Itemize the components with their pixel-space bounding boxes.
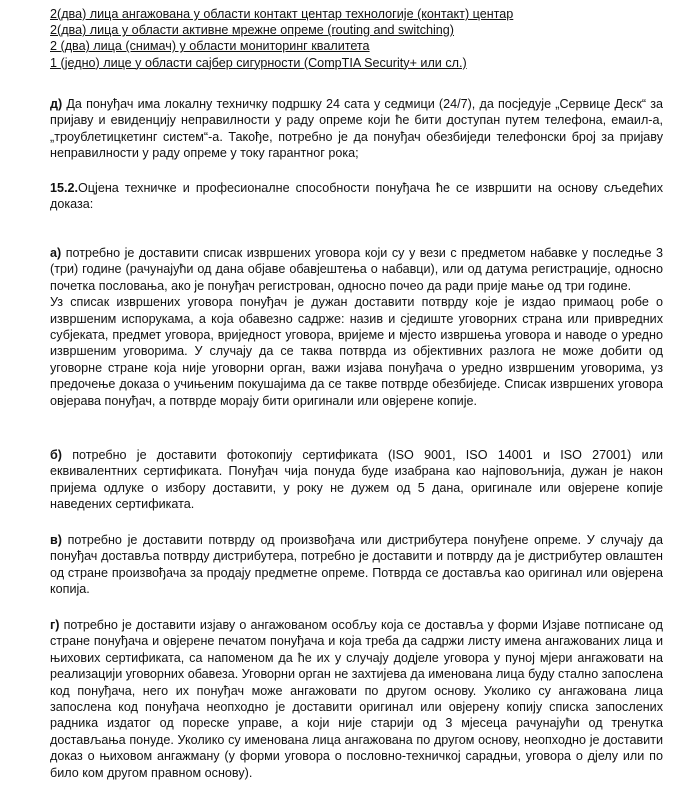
paragraph-d-text: Да понуђач има локалну техничку подршку 24 сата у седмици (24/7), да посједује „Сервице Деск“ за пријаву и евиденцију неправилности у раду опреме који ће бити доступан путем телефона, емаил-а, „троублетицкетинг систем“-а. Такође, потребно је да понуђач обезбиједи телефонски број за пријаву неправилности у раду опреме у току гарантног рока; [50, 97, 663, 161]
paragraph-d [50, 96, 663, 162]
paragraph-a [50, 245, 663, 409]
staff-list-item: 2(два) лица у области активне мрежне опреме (routing and switching) [50, 23, 454, 38]
paragraph-b-label: б) [50, 448, 62, 462]
paragraph-g [50, 617, 663, 781]
staff-list-item: 2(два) лица ангажована у области контакт центар технологије (контакт) центар [50, 7, 514, 21]
staff-list-item: 1 (једно) лице у области сајбер сигурности (CompTIA Security+ или сл.) [50, 55, 467, 70]
paragraph-a-label: а) [50, 246, 62, 260]
paragraph-g-text: потребно је доставити изјаву о ангажованом особљу која се доставља у форми Изјаве потписане од стране понуђача и овјерене печатом понуђача и која треба да садржи листу имена ангажованих лица и њихових сертификата, са напоменом да ће их у случају додјеле уговора у пуној мјери ангажовати на реализацији уговорних обавеза. Уговорни орган не захтијева да именована лица буду стално запослена код понуђача, него их понуђач може ангажовати по другом основу. Уколико су ангажована лица запослена код понуђача неопходно је доставити оригинал или овјерену копију списка запослених радника издатог од пореске управе, а који није старији од 3 мјесеца рачунајући од тренутка достављања понуде. Уколико су именована лица ангажована по другом основу, неопходно је доставити доказ о њиховом ангажману (у форми уговора о пословно-техничкој сарадњи, уговора о дјелу или по било ком другом правном основу). [50, 618, 663, 780]
paragraph-v-label: в) [50, 533, 62, 547]
staff-list [50, 6, 513, 71]
staff-list-item: 2 (два) лица (снимач) у области мониторинг квалитета [50, 39, 370, 54]
paragraph-a-continuation: Уз списак извршених уговора понуђач је дужан доставити потврду које је издао примаоц робе о извршеним испорукама, а која обавезно садрже: назив и сједиште уговорних страна или привредних субјеката, предмет уговора, вриједност уговора, вријеме и мјесто извршења уговора и наводе о уредно извршеним уговорима. У случају да се таква потврда из објективних разлога не може добити од уговорне стране која није уговорни орган, важи изјава понуђача о уредно извршеним уговорима, уз предочење доказа о учињеним покушајима да се такве потврде обезбиједе. Списак извршених уговора овјерава понуђач, а потврде морају бити оригинали или овјерене копије. [50, 295, 663, 408]
paragraph-g-label: г) [50, 618, 60, 632]
paragraph-b [50, 447, 663, 513]
section-15-2 [50, 180, 663, 213]
paragraph-d-label: д) [50, 97, 63, 111]
section-15-2-text: Оцјена техничке и професионалне способности понуђача ће се извршити на основу сљедећих доказа: [50, 181, 663, 212]
section-15-2-label: 15.2. [50, 181, 79, 195]
paragraph-v-text: потребно је доставити потврду од произвођача или дистрибутера понуђене опреме. У случају да понуђач доставља потврду дистрибутера, потребно је доставити и потврду да је дистрибутер овлаштен од стране произвођача за продају предметне опреме. Потврда се доставља као оригинал или овјерена копија. [50, 533, 663, 597]
paragraph-a-text: потребно је доставити списак извршених уговора који су у вези с предметом набавке у последње 3 (три) године (рачунајући од дана објаве обавјештења о набавци), или од датума регистрације, односно почетка пословања, ако је понуђач регистрован, односно почео да ради прије мање од три године. [50, 246, 663, 293]
paragraph-b-text: потребно је доставити фотокопију сертификата (ISO 9001, ISO 14001 и ISO 27001) или еквивалентних сертификата. Понуђач чија понуда буде изабрана као најповољнија, дужан је након пријема одлуке о избору доставити, у року не дужем од 5 дана, оригинале или овјерене копије наведених сертификата. [50, 448, 663, 512]
paragraph-v [50, 532, 663, 598]
